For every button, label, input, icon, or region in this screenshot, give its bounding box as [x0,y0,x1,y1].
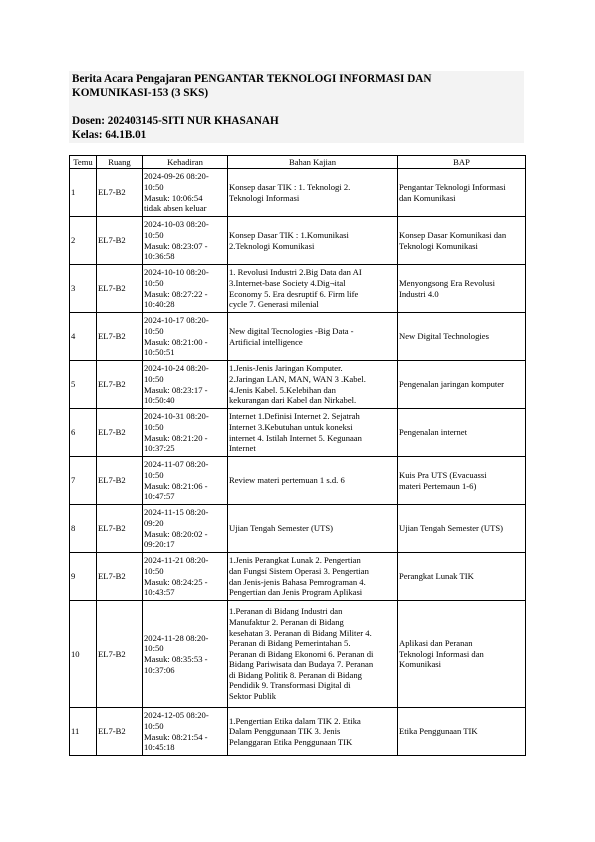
row-bahan-kajian-cell: Review materi pertemuan 1 s.d. 6 [228,457,398,505]
row-bap-cell: Pengenalan jaringan komputer [398,361,526,409]
table-header-row [70,156,526,169]
row-bahan-kajian-cell: 1.Peranan di Bidang Industri dan Manufaktur 2. Peranan di Bidang kesehatan 3. Peranan di Bidang Militer 4. Peranan di Bidang Pemerintahan 5. Peranan di Bidang Ekonomi 6. Peranan di Bidang Pariwisata dan Budaya 7. Peranan di Bidang Politik 8. Peranan di Bidang Pendidik 9. Transformasi Digital di Sektor Publik [228,601,398,708]
row-temu-cell: 7 [70,457,97,505]
row-temu-cell: 2 [70,217,97,265]
row-ruang-cell: EL7-B2 [97,169,143,217]
row-ruang-cell: EL7-B2 [97,409,143,457]
row-temu-cell: 8 [70,505,97,553]
table-row [70,409,526,457]
attendance-table [69,155,526,756]
row-ruang-cell: EL7-B2 [97,505,143,553]
row-bahan-kajian-cell: 1.Pengertian Etika dalam TIK 2. Etika Dalam Penggunaan TIK 3. Jenis Pelanggaran Etika Penggunaan TIK [228,708,398,756]
column-header-kehadiran: Kehadiran [143,156,228,169]
row-bahan-kajian-cell: Internet 1.Definisi Internet 2. Sejatrah Internet 3.Kebutuhan untuk koneksi internet 4. Istilah Internet 5. Kegunaan Internet [228,409,398,457]
row-bap-cell: New Digital Technologies [398,313,526,361]
row-temu-cell: 5 [70,361,97,409]
report-header [69,71,524,143]
row-kehadiran-cell: 2024-10-17 08:20- 10:50 Masuk: 08:21:00 - 10:50:51 [143,313,228,361]
row-ruang-cell: EL7-B2 [97,708,143,756]
table-row [70,708,526,756]
row-bap-cell: Pengenalan internet [398,409,526,457]
row-kehadiran-cell: 2024-11-15 08:20- 09:20 Masuk: 08:20:02 - 09:20:17 [143,505,228,553]
row-bap-cell: Kuis Pra UTS (Evacuassi materi Pertemaun 1-6) [398,457,526,505]
report-title-line-2: KOMUNIKASI-153 (3 SKS) [72,87,209,99]
column-header-temu: Temu [70,156,97,169]
row-ruang-cell: EL7-B2 [97,313,143,361]
row-temu-cell: 1 [70,169,97,217]
row-temu-cell: 4 [70,313,97,361]
row-bap-cell: Etika Penggunaan TIK [398,708,526,756]
row-kehadiran-cell: 2024-12-05 08:20- 10:50 Masuk: 08:21:54 - 10:45:18 [143,708,228,756]
row-bahan-kajian-cell: Konsep Dasar TIK : 1.Komunikasi 2.Teknologi Komunikasi [228,217,398,265]
row-bap-cell: Menyongsong Era Revolusi Industri 4.0 [398,265,526,313]
row-ruang-cell: EL7-B2 [97,553,143,601]
row-temu-cell: 9 [70,553,97,601]
row-kehadiran-cell: 2024-10-10 08:20- 10:50 Masuk: 08:27:22 - 10:40:28 [143,265,228,313]
row-bap-cell: Perangkat Lunak TIK [398,553,526,601]
row-kehadiran-cell: 2024-11-21 08:20- 10:50 Masuk: 08:24:25 - 10:43:57 [143,553,228,601]
column-header-bahan-kajian: Bahan Kajian [228,156,398,169]
row-ruang-cell: EL7-B2 [97,601,143,708]
row-ruang-cell: EL7-B2 [97,265,143,313]
row-bap-cell: Aplikasi dan Peranan Teknologi Informasi dan Komunikasi [398,601,526,708]
row-kehadiran-cell: 2024-10-31 08:20- 10:50 Masuk: 08:21:20 - 10:37:25 [143,409,228,457]
row-kehadiran-cell: 2024-11-07 08:20- 10:50 Masuk: 08:21:06 - 10:47:57 [143,457,228,505]
report-title-line-1: Berita Acara Pengajaran PENGANTAR TEKNOLOGI INFORMASI DAN [72,73,432,85]
row-bahan-kajian-cell: Ujian Tengah Semester (UTS) [228,505,398,553]
table-row [70,265,526,313]
lecturer-label: Dosen: 202403145-SITI NUR KHASANAH [72,115,279,127]
table-body [70,169,526,756]
row-bap-cell: Pengantar Teknologi Informasi dan Komunikasi [398,169,526,217]
row-kehadiran-cell: 2024-09-26 08:20- 10:50 Masuk: 10:06:54 tidak absen keluar [143,169,228,217]
row-ruang-cell: EL7-B2 [97,361,143,409]
row-temu-cell: 10 [70,601,97,708]
row-ruang-cell: EL7-B2 [97,217,143,265]
column-header-ruang: Ruang [97,156,143,169]
row-temu-cell: 3 [70,265,97,313]
row-kehadiran-cell: 2024-10-24 08:20- 10:50 Masuk: 08:23:17 - 10:50:40 [143,361,228,409]
row-bap-cell: Konsep Dasar Komunikasi dan Teknologi Komunikasi [398,217,526,265]
class-label: Kelas: 64.1B.01 [72,129,147,141]
row-bahan-kajian-cell: 1.Jenis Perangkat Lunak 2. Pengertian dan Fungsi Sistem Operasi 3. Pengertian dan Jenis-jenis Bahasa Pemrograman 4. Pengertian dan Jenis Program Aplikasi [228,553,398,601]
row-temu-cell: 6 [70,409,97,457]
table-row [70,361,526,409]
table-row [70,169,526,217]
row-bahan-kajian-cell: Konsep dasar TIK : 1. Teknologi 2. Teknologi Informasi [228,169,398,217]
row-bahan-kajian-cell: 1. Revolusi Industri 2.Big Data dan AI 3.Internet-base Society 4.Dig¬ital Economy 5. Era desruptif 6. Firm life cycle 7. Generasi milenial [228,265,398,313]
row-bap-cell: Ujian Tengah Semester (UTS) [398,505,526,553]
row-ruang-cell: EL7-B2 [97,457,143,505]
column-header-bap: BAP [398,156,526,169]
row-kehadiran-cell: 2024-10-03 08:20- 10:50 Masuk: 08:23:07 - 10:36:58 [143,217,228,265]
row-bahan-kajian-cell: New digital Tecnologies -Big Data - Artificial intelligence [228,313,398,361]
row-kehadiran-cell: 2024-11-28 08:20- 10:50 Masuk: 08:35:53 - 10:37:06 [143,601,228,708]
table-row [70,505,526,553]
table-row [70,553,526,601]
row-bahan-kajian-cell: 1.Jenis-Jenis Jaringan Komputer. 2.Jaringan LAN, MAN, WAN 3 .Kabel. 4.Jenis Kabel. 5.Kelebihan dan kekurangan dari Kabel dan Nirkabel. [228,361,398,409]
table-row [70,217,526,265]
row-temu-cell: 11 [70,708,97,756]
table-row [70,601,526,708]
table-row [70,457,526,505]
table-row [70,313,526,361]
